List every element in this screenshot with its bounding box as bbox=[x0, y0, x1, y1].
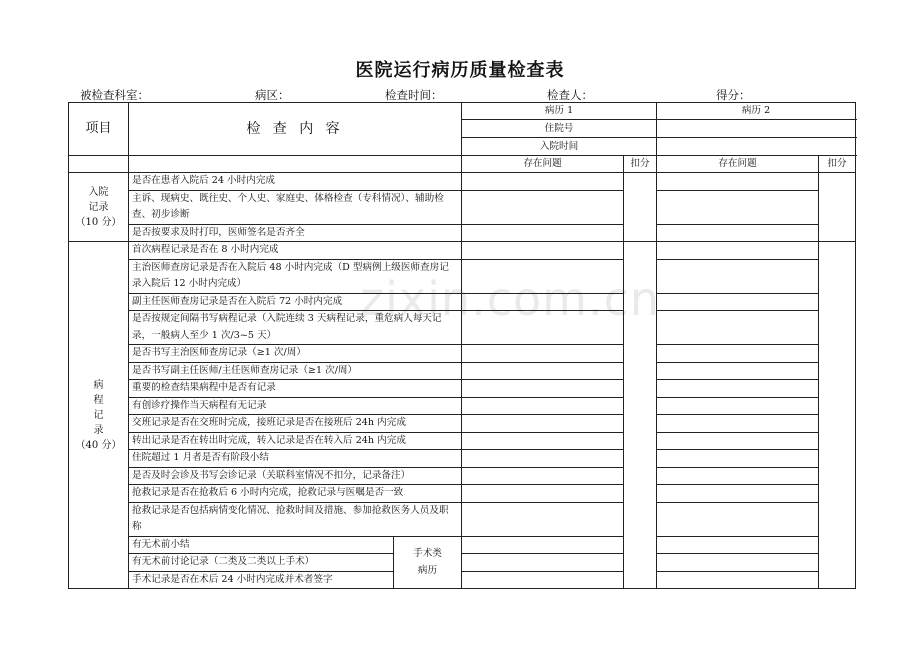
blank-cell bbox=[129, 156, 462, 173]
issue-cell[interactable] bbox=[462, 450, 624, 468]
issue-cell[interactable] bbox=[657, 362, 819, 380]
issue-cell[interactable] bbox=[462, 415, 624, 433]
issue-cell[interactable] bbox=[462, 259, 624, 293]
issue-cell[interactable] bbox=[462, 467, 624, 485]
check-item: 重要的检查结果病程中是否有记录 bbox=[129, 380, 462, 398]
check-item: 主诉、现病史、既往史、个人史、家庭史、体格检查（专科情况）、辅助检查、初步诊断 bbox=[129, 190, 462, 224]
section-name-line: （40 分） bbox=[75, 439, 122, 451]
issue-cell[interactable] bbox=[462, 485, 624, 503]
check-item: 是否及时会诊及书写会诊记录（关联科室情况不扣分，记录备注） bbox=[129, 467, 462, 485]
check-item: 是否按规定间隔书写病程记录（入院连续 3 天病程记录，重危病人每天记录，一般病人至少 1 次/3~5 天） bbox=[129, 311, 462, 345]
issue-cell[interactable] bbox=[462, 224, 624, 242]
section-name-line: 记 bbox=[93, 409, 104, 421]
section-name-line: 记录 bbox=[88, 201, 109, 213]
check-item: 抢救记录是否在抢救后 6 小时内完成，抢救记录与医嘱是否一致 bbox=[129, 485, 462, 503]
inspection-table bbox=[68, 102, 856, 589]
header-record-2: 病历 2 bbox=[657, 103, 856, 120]
issue-cell[interactable] bbox=[462, 242, 624, 260]
deduct-cell[interactable] bbox=[624, 242, 657, 589]
issue-cell[interactable] bbox=[462, 397, 624, 415]
check-item: 抢救记录是否包括病情变化情况、抢救时间及措施、参加抢救医务人员及职称 bbox=[129, 502, 462, 536]
issue-cell[interactable] bbox=[462, 380, 624, 398]
issue-cell[interactable] bbox=[462, 571, 624, 589]
issue-cell[interactable] bbox=[657, 242, 819, 260]
check-item: 手术记录是否在术后 24 小时内完成并术者签字 bbox=[129, 571, 394, 589]
check-item: 有无术前讨论记录（二类及二类以上手术） bbox=[129, 554, 394, 572]
page-title: 医院运行病历质量检查表 bbox=[355, 60, 565, 81]
issue-cell[interactable] bbox=[462, 293, 624, 311]
issue-cell[interactable] bbox=[657, 415, 819, 433]
issue-cell[interactable] bbox=[657, 502, 819, 536]
header-item: 项目 bbox=[69, 103, 129, 156]
issue-cell[interactable] bbox=[657, 190, 819, 224]
check-item: 转出记录是否在转出时完成，转入记录是否在转入后 24h 内完成 bbox=[129, 432, 462, 450]
surgery-category-label bbox=[394, 536, 462, 589]
check-item: 有创诊疗操作当天病程有无记录 bbox=[129, 397, 462, 415]
issue-cell[interactable] bbox=[462, 311, 624, 345]
section-name-line: 入院 bbox=[88, 186, 109, 198]
deduct-cell[interactable] bbox=[624, 173, 657, 242]
issue-cell[interactable] bbox=[462, 502, 624, 536]
issue-cell[interactable] bbox=[462, 345, 624, 363]
inspector-label: 检查人： bbox=[547, 88, 593, 102]
header-record-1: 病历 1 bbox=[462, 103, 657, 120]
blank-cell bbox=[69, 156, 129, 173]
deduct-header-2: 扣分 bbox=[819, 156, 856, 173]
check-item: 有无术前小结 bbox=[129, 536, 394, 554]
section-name-line: 病 bbox=[93, 379, 104, 391]
issue-cell[interactable] bbox=[657, 397, 819, 415]
issue-cell[interactable] bbox=[462, 190, 624, 224]
section-admission-label bbox=[69, 173, 129, 242]
issue-cell[interactable] bbox=[657, 173, 819, 191]
surgery-label-line: 手术类 bbox=[413, 548, 442, 560]
check-time-label: 检查时间： bbox=[385, 88, 443, 102]
issue-cell[interactable] bbox=[657, 311, 819, 345]
check-item: 首次病程记录是否在 8 小时内完成 bbox=[129, 242, 462, 260]
section-name-line: 录 bbox=[93, 424, 104, 436]
issue-cell[interactable] bbox=[657, 259, 819, 293]
watermark: zixin.com.cn bbox=[360, 272, 661, 326]
issue-cell[interactable] bbox=[657, 571, 819, 589]
issue-cell[interactable] bbox=[657, 380, 819, 398]
dept-label: 被检查科室： bbox=[80, 88, 149, 102]
issue-cell[interactable] bbox=[657, 467, 819, 485]
check-item: 住院超过 1 月者是否有阶段小结 bbox=[129, 450, 462, 468]
check-item: 是否书写主治医师查房记录（≥1 次/周） bbox=[129, 345, 462, 363]
inpatient-no-label: 住院号 bbox=[462, 120, 657, 138]
issue-cell[interactable] bbox=[657, 293, 819, 311]
surgery-label-line: 病历 bbox=[417, 565, 438, 577]
admission-time-label: 入院时间 bbox=[462, 138, 657, 156]
table-body bbox=[69, 103, 856, 589]
issue-cell[interactable] bbox=[462, 173, 624, 191]
section-name-line: 程 bbox=[93, 394, 104, 406]
inpatient-no-record-1[interactable] bbox=[657, 120, 856, 138]
issue-cell[interactable] bbox=[657, 536, 819, 554]
section-name-line: （10 分） bbox=[75, 216, 122, 228]
check-item: 是否在患者入院后 24 小时内完成 bbox=[129, 173, 462, 191]
admission-time-record-1[interactable] bbox=[657, 138, 856, 156]
issue-cell[interactable] bbox=[462, 362, 624, 380]
issues-header-1: 存在问题 bbox=[462, 156, 624, 173]
issue-cell[interactable] bbox=[462, 432, 624, 450]
ward-label: 病区： bbox=[255, 88, 290, 102]
header-content: 检 查 内 容 bbox=[129, 103, 462, 156]
deduct-cell[interactable] bbox=[819, 173, 856, 242]
issues-header-2: 存在问题 bbox=[657, 156, 819, 173]
issue-cell[interactable] bbox=[657, 432, 819, 450]
check-item: 是否按要求及时打印，医师签名是否齐全 bbox=[129, 224, 462, 242]
issue-cell[interactable] bbox=[657, 554, 819, 572]
deduct-cell[interactable] bbox=[819, 242, 856, 589]
issue-cell[interactable] bbox=[657, 224, 819, 242]
check-item: 主治医师查房记录是否在入院后 48 小时内完成（D 型病例上级医师查房记录入院后 12 小时内完成） bbox=[129, 259, 462, 293]
check-item: 交班记录是否在交班时完成，接班记录是否在接班后 24h 内完成 bbox=[129, 415, 462, 433]
check-item: 副主任医师查房记录是否在入院后 72 小时内完成 bbox=[129, 293, 462, 311]
issue-cell[interactable] bbox=[657, 485, 819, 503]
deduct-header-1: 扣分 bbox=[624, 156, 657, 173]
section-progress-label bbox=[69, 242, 129, 589]
issue-cell[interactable] bbox=[462, 536, 624, 554]
check-item: 是否书写副主任医师/主任医师查房记录（≥1 次/周） bbox=[129, 362, 462, 380]
score-label: 得分： bbox=[716, 88, 751, 102]
issue-cell[interactable] bbox=[462, 554, 624, 572]
issue-cell[interactable] bbox=[657, 345, 819, 363]
issue-cell[interactable] bbox=[657, 450, 819, 468]
